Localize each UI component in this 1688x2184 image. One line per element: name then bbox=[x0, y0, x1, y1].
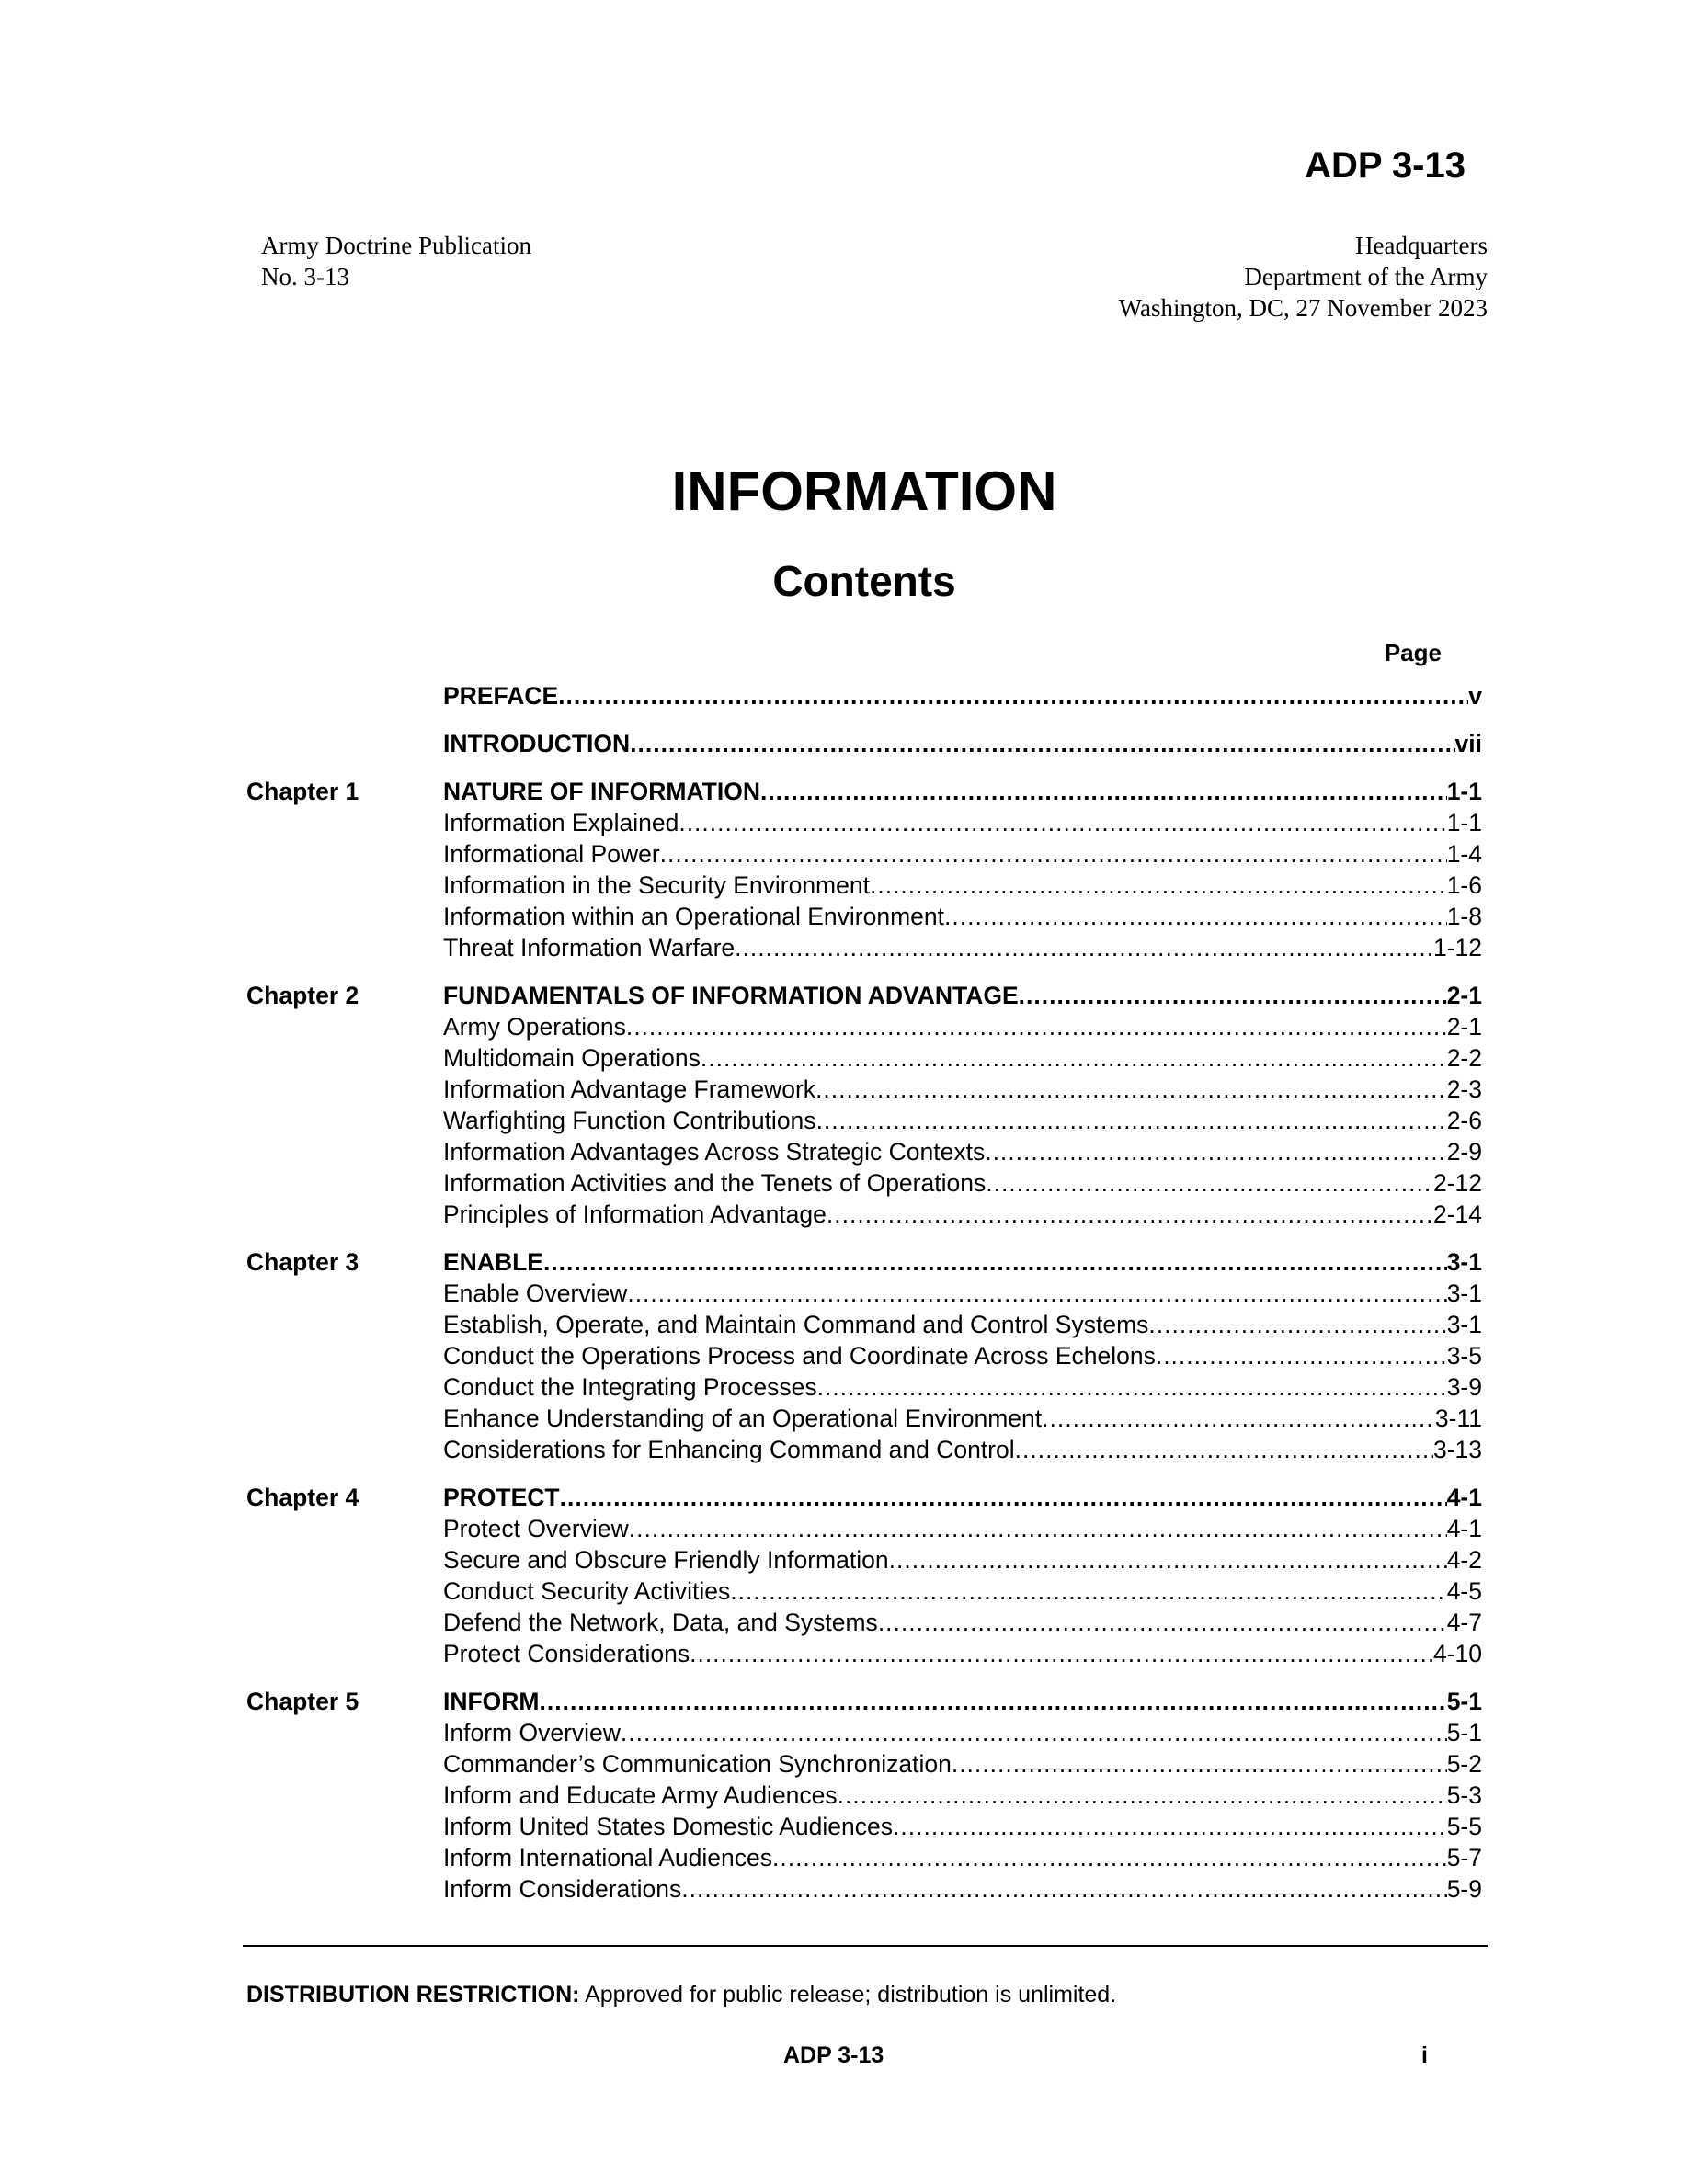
toc-dot-leader bbox=[1042, 1403, 1435, 1434]
toc-section-row[interactable] bbox=[246, 1246, 1482, 1278]
toc-dot-leader bbox=[735, 932, 1433, 963]
toc-entry-row[interactable] bbox=[246, 1309, 1482, 1340]
toc-entry-row[interactable] bbox=[246, 1575, 1482, 1607]
toc-entry bbox=[443, 1607, 1482, 1638]
toc-entry-row[interactable] bbox=[246, 1638, 1482, 1669]
table-of-contents bbox=[246, 680, 1482, 1905]
toc-entry bbox=[443, 1575, 1482, 1607]
document-id-header: ADP 3-13 bbox=[1305, 145, 1466, 186]
distribution-text: Approved for public release; distribution is unlimited. bbox=[579, 1982, 1117, 2008]
toc-entry bbox=[443, 1309, 1482, 1340]
toc-dot-leader bbox=[816, 1105, 1447, 1136]
toc-dot-leader bbox=[889, 1544, 1447, 1575]
toc-page-number: 3-1 bbox=[1446, 1280, 1482, 1307]
toc-page-number: 3-9 bbox=[1446, 1373, 1482, 1401]
footer-document-id: ADP 3-13 bbox=[783, 2042, 884, 2068]
contents-heading: Contents bbox=[772, 557, 956, 605]
toc-entry-title: Multidomain Operations bbox=[443, 1044, 701, 1072]
toc-entry-title: Principles of Information Advantage bbox=[443, 1200, 827, 1228]
toc-entry bbox=[443, 1638, 1482, 1669]
hq-name: Headquarters bbox=[1355, 232, 1488, 259]
toc-entry-row[interactable] bbox=[246, 1513, 1482, 1544]
toc-page-number: 2-12 bbox=[1432, 1169, 1482, 1197]
toc-entry-row[interactable] bbox=[246, 1717, 1482, 1748]
toc-entry-row[interactable] bbox=[246, 1042, 1482, 1074]
toc-entry-row[interactable] bbox=[246, 1340, 1482, 1371]
toc-entry bbox=[443, 807, 1482, 838]
toc-entry-title: Secure and Obscure Friendly Information bbox=[443, 1546, 889, 1574]
toc-section-row[interactable] bbox=[246, 776, 1482, 807]
toc-entry-row[interactable] bbox=[246, 1074, 1482, 1105]
toc-section-row[interactable] bbox=[246, 728, 1482, 759]
toc-dot-leader bbox=[1019, 980, 1447, 1011]
toc-entry-title: ENABLE bbox=[443, 1248, 543, 1276]
toc-entry-title: Protect Considerations bbox=[443, 1640, 690, 1667]
toc-page-number: 2-6 bbox=[1446, 1107, 1482, 1134]
toc-dot-leader bbox=[560, 1482, 1447, 1513]
toc-entry-title: Army Operations bbox=[443, 1013, 626, 1041]
toc-entry bbox=[443, 1842, 1482, 1873]
document-title: INFORMATION bbox=[671, 461, 1057, 522]
toc-page-number: 1-8 bbox=[1446, 903, 1482, 930]
toc-entry-row[interactable] bbox=[246, 807, 1482, 838]
toc-chapter-label: Chapter 2 bbox=[246, 982, 359, 1009]
toc-entry bbox=[443, 1340, 1482, 1371]
toc-entry-row[interactable] bbox=[246, 1199, 1482, 1230]
toc-page-number: 4-1 bbox=[1446, 1515, 1482, 1542]
toc-entry bbox=[443, 680, 1482, 711]
toc-entry-title: Inform International Audiences bbox=[443, 1844, 772, 1871]
toc-page-number: 3-5 bbox=[1446, 1342, 1482, 1370]
toc-dot-leader bbox=[730, 1575, 1446, 1607]
toc-entry-title: Establish, Operate, and Maintain Command and Control Systems bbox=[443, 1311, 1149, 1338]
toc-page-number: 5-3 bbox=[1446, 1781, 1482, 1809]
toc-section-row[interactable] bbox=[246, 1482, 1482, 1513]
toc-entry bbox=[443, 1780, 1482, 1811]
toc-entry-title: Protect Overview bbox=[443, 1515, 629, 1542]
toc-entry-title: Enable Overview bbox=[443, 1280, 628, 1307]
toc-entry-title: Inform United States Domestic Audiences bbox=[443, 1813, 894, 1840]
toc-entry bbox=[443, 870, 1482, 901]
toc-entry-title: Inform Considerations bbox=[443, 1875, 682, 1903]
toc-page-number: 1-1 bbox=[1446, 809, 1482, 836]
publication-number: No. 3-13 bbox=[261, 263, 349, 290]
toc-page-number: 5-9 bbox=[1446, 1875, 1482, 1903]
toc-entry bbox=[443, 1136, 1482, 1167]
distribution-label: DISTRIBUTION RESTRICTION: bbox=[246, 1982, 580, 2008]
toc-entry bbox=[443, 980, 1482, 1011]
toc-entry bbox=[443, 901, 1482, 932]
toc-entry-row[interactable] bbox=[246, 1780, 1482, 1811]
toc-entry-title: Conduct the Integrating Processes bbox=[443, 1373, 817, 1401]
hq-location-date: Washington, DC, 27 November 2023 bbox=[1118, 294, 1488, 322]
toc-page-number: 4-10 bbox=[1432, 1640, 1482, 1667]
toc-entry-title: Warfighting Function Contributions bbox=[443, 1107, 816, 1134]
toc-entry-row[interactable] bbox=[246, 1811, 1482, 1842]
toc-entry bbox=[443, 1873, 1482, 1905]
publication-block bbox=[261, 230, 531, 292]
toc-chapter-label: Chapter 5 bbox=[246, 1688, 359, 1715]
toc-page-number: 5-5 bbox=[1446, 1813, 1482, 1840]
toc-dot-leader bbox=[944, 901, 1447, 932]
toc-dot-leader bbox=[543, 1246, 1447, 1278]
toc-dot-leader bbox=[827, 1199, 1433, 1230]
toc-page-number: 5-1 bbox=[1446, 1688, 1482, 1715]
toc-entry-title: Information Explained bbox=[443, 809, 679, 836]
toc-entry bbox=[443, 776, 1482, 807]
toc-entry bbox=[443, 1482, 1482, 1513]
toc-page-number: vii bbox=[1454, 730, 1482, 757]
toc-entry-title: Information Activities and the Tenets of Operations bbox=[443, 1169, 987, 1197]
toc-page-number: 4-7 bbox=[1446, 1609, 1482, 1636]
toc-entry-row[interactable] bbox=[246, 1607, 1482, 1638]
toc-entry-row[interactable] bbox=[246, 1403, 1482, 1434]
toc-dot-leader bbox=[679, 807, 1446, 838]
toc-dot-leader bbox=[986, 1167, 1433, 1199]
toc-dot-leader bbox=[815, 1074, 1447, 1105]
toc-page-number: 5-7 bbox=[1446, 1844, 1482, 1871]
toc-entry-row[interactable] bbox=[246, 1842, 1482, 1873]
toc-entry bbox=[443, 1434, 1482, 1465]
toc-entry-title: Enhance Understanding of an Operational Environment bbox=[443, 1405, 1043, 1432]
toc-dot-leader bbox=[878, 1607, 1447, 1638]
toc-entry-row[interactable] bbox=[246, 1136, 1482, 1167]
toc-entry-row[interactable] bbox=[246, 838, 1482, 870]
toc-dot-leader bbox=[1148, 1309, 1446, 1340]
toc-entry-title: Information Advantage Framework bbox=[443, 1075, 816, 1103]
toc-entry-row[interactable] bbox=[246, 1167, 1482, 1199]
toc-entry-title: Information in the Security Environment bbox=[443, 871, 870, 899]
toc-page-number: 2-1 bbox=[1446, 1013, 1482, 1041]
toc-entry-title: PROTECT bbox=[443, 1484, 560, 1511]
footer-page-number: i bbox=[1421, 2042, 1428, 2068]
toc-entry-row[interactable] bbox=[246, 1371, 1482, 1403]
toc-page-number: 4-5 bbox=[1446, 1577, 1482, 1605]
toc-chapter-label: Chapter 1 bbox=[246, 778, 359, 805]
toc-dot-leader bbox=[772, 1842, 1447, 1873]
toc-dot-leader bbox=[621, 1717, 1447, 1748]
toc-entry-row[interactable] bbox=[246, 1748, 1482, 1780]
toc-dot-leader bbox=[660, 838, 1447, 870]
toc-entry bbox=[443, 1748, 1482, 1780]
toc-entry bbox=[443, 838, 1482, 870]
toc-dot-leader bbox=[681, 1873, 1446, 1905]
toc-entry-title: INFORM bbox=[443, 1688, 540, 1715]
toc-entry bbox=[443, 728, 1482, 759]
toc-page-number: 2-9 bbox=[1446, 1138, 1482, 1166]
toc-entry-row[interactable] bbox=[246, 1873, 1482, 1905]
toc-dot-leader bbox=[626, 1011, 1447, 1042]
toc-dot-leader bbox=[701, 1042, 1447, 1074]
toc-page-number: 1-12 bbox=[1432, 934, 1482, 961]
toc-dot-leader bbox=[1015, 1434, 1433, 1465]
toc-dot-leader bbox=[629, 1513, 1447, 1544]
toc-dot-leader bbox=[540, 1686, 1447, 1717]
toc-entry-title: PREFACE bbox=[443, 682, 559, 710]
toc-dot-leader bbox=[760, 776, 1447, 807]
toc-dot-leader bbox=[558, 680, 1468, 711]
toc-entry-title: Defend the Network, Data, and Systems bbox=[443, 1609, 878, 1636]
hq-department: Department of the Army bbox=[1244, 263, 1488, 290]
headquarters-block bbox=[1119, 230, 1488, 324]
toc-page-number: 1-4 bbox=[1446, 840, 1482, 868]
distribution-restriction bbox=[246, 1982, 1116, 2008]
publication-type: Army Doctrine Publication bbox=[261, 232, 531, 259]
toc-entry-row[interactable] bbox=[246, 901, 1482, 932]
toc-dot-leader bbox=[985, 1136, 1446, 1167]
toc-entry bbox=[443, 1105, 1482, 1136]
toc-page-number: 2-1 bbox=[1446, 982, 1482, 1009]
toc-entry bbox=[443, 932, 1482, 963]
toc-entry-row[interactable] bbox=[246, 932, 1482, 963]
toc-page-number: 5-1 bbox=[1446, 1719, 1482, 1746]
toc-entry bbox=[443, 1403, 1482, 1434]
toc-entry-title: Threat Information Warfare bbox=[443, 934, 736, 961]
toc-entry-title: Information within an Operational Environment bbox=[443, 903, 945, 930]
toc-page-number: v bbox=[1468, 682, 1482, 710]
toc-entry-title: Informational Power bbox=[443, 840, 660, 868]
toc-dot-leader bbox=[870, 870, 1447, 901]
toc-entry bbox=[443, 1513, 1482, 1544]
toc-entry-row[interactable] bbox=[246, 1278, 1482, 1309]
toc-page-number: 3-11 bbox=[1434, 1405, 1482, 1432]
toc-entry bbox=[443, 1011, 1482, 1042]
toc-page-number: 2-3 bbox=[1446, 1075, 1482, 1103]
toc-page-number: 1-6 bbox=[1446, 871, 1482, 899]
toc-dot-leader bbox=[690, 1638, 1433, 1669]
toc-entry-title: Conduct the Operations Process and Coordinate Across Echelons bbox=[443, 1342, 1156, 1370]
toc-entry-row[interactable] bbox=[246, 1011, 1482, 1042]
toc-entry-title: Commander’s Communication Synchronization bbox=[443, 1750, 952, 1778]
toc-entry-row[interactable] bbox=[246, 1105, 1482, 1136]
toc-dot-leader bbox=[893, 1811, 1447, 1842]
toc-entry-title: NATURE OF INFORMATION bbox=[443, 778, 760, 805]
toc-dot-leader bbox=[1156, 1340, 1447, 1371]
toc-dot-leader bbox=[838, 1780, 1447, 1811]
toc-entry-title: Conduct Security Activities bbox=[443, 1577, 731, 1605]
toc-section-row[interactable] bbox=[246, 980, 1482, 1011]
toc-entry-row[interactable] bbox=[246, 1434, 1482, 1465]
toc-page-number: 4-2 bbox=[1446, 1546, 1482, 1574]
toc-entry bbox=[443, 1246, 1482, 1278]
toc-page-number: 5-2 bbox=[1446, 1750, 1482, 1778]
toc-entry-title: Inform Overview bbox=[443, 1719, 621, 1746]
toc-entry bbox=[443, 1811, 1482, 1842]
toc-entry bbox=[443, 1199, 1482, 1230]
toc-entry bbox=[443, 1074, 1482, 1105]
toc-entry bbox=[443, 1544, 1482, 1575]
toc-entry bbox=[443, 1717, 1482, 1748]
toc-entry bbox=[443, 1042, 1482, 1074]
toc-entry-title: Considerations for Enhancing Command and Control bbox=[443, 1436, 1015, 1463]
toc-chapter-label: Chapter 3 bbox=[246, 1248, 359, 1276]
toc-entry-title: Information Advantages Across Strategic Contexts bbox=[443, 1138, 986, 1166]
footer-divider bbox=[243, 1945, 1488, 1947]
toc-entry-title: INTRODUCTION bbox=[443, 730, 631, 757]
toc-dot-leader bbox=[952, 1748, 1447, 1780]
toc-dot-leader bbox=[630, 728, 1454, 759]
toc-entry-title: Inform and Educate Army Audiences bbox=[443, 1781, 838, 1809]
toc-page-number: 1-1 bbox=[1446, 778, 1482, 805]
toc-dot-leader bbox=[817, 1371, 1447, 1403]
toc-entry bbox=[443, 1686, 1482, 1717]
toc-entry-row[interactable] bbox=[246, 1544, 1482, 1575]
toc-page-number: 2-2 bbox=[1446, 1044, 1482, 1072]
toc-entry-row[interactable] bbox=[246, 870, 1482, 901]
toc-dot-leader bbox=[627, 1278, 1446, 1309]
toc-page-number: 3-13 bbox=[1432, 1436, 1482, 1463]
toc-section-row[interactable] bbox=[246, 680, 1482, 711]
toc-entry bbox=[443, 1278, 1482, 1309]
page-column-label: Page bbox=[1384, 639, 1442, 666]
toc-page-number: 3-1 bbox=[1446, 1248, 1482, 1276]
toc-page-number: 3-1 bbox=[1446, 1311, 1482, 1338]
toc-entry bbox=[443, 1371, 1482, 1403]
toc-chapter-label: Chapter 4 bbox=[246, 1484, 359, 1511]
toc-entry bbox=[443, 1167, 1482, 1199]
toc-entry-title: FUNDAMENTALS OF INFORMATION ADVANTAGE bbox=[443, 982, 1019, 1009]
toc-section-row[interactable] bbox=[246, 1686, 1482, 1717]
toc-page-number: 4-1 bbox=[1446, 1484, 1482, 1511]
toc-page-number: 2-14 bbox=[1432, 1200, 1482, 1228]
